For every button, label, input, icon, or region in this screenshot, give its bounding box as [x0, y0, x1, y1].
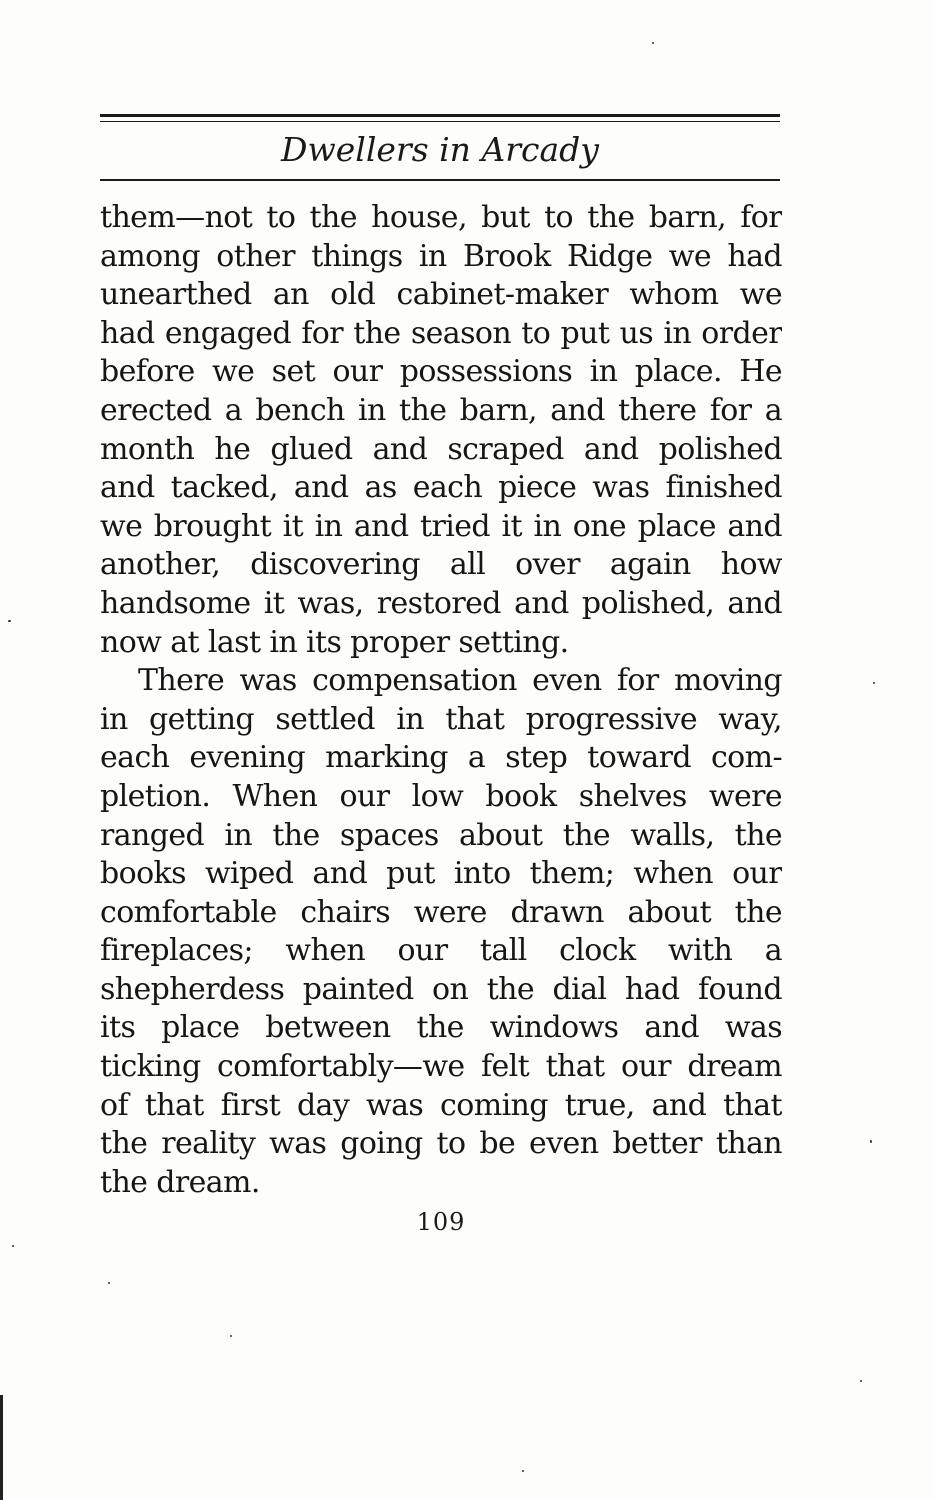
text-line: each evening marking a step toward com- [100, 740, 782, 776]
header-rule-bottom [100, 179, 780, 181]
scan-speck [230, 1335, 232, 1337]
scan-speck [870, 1140, 872, 1143]
text-line: now at last in its proper setting. [100, 624, 569, 660]
scan-speck [8, 620, 11, 622]
header-rule-thick [100, 114, 780, 117]
text-line: month he glued and scraped and polished [100, 431, 782, 467]
running-head: Dwellers in Arcady [281, 130, 599, 169]
text-line: ticking comfortably—we felt that our dream [100, 1049, 782, 1085]
text-line: had engaged for the season to put us in order [100, 315, 782, 351]
text-line: before we set our possessions in place. He [100, 354, 782, 390]
text-line: among other things in Brook Ridge we had [100, 238, 782, 274]
text-line: fireplaces; when our tall clock with a [100, 933, 782, 969]
text-line: There was compensation even for moving [138, 663, 782, 699]
scan-speck [108, 1282, 110, 1284]
text-line: the dream. [100, 1164, 260, 1200]
text-line: unearthed an old cabinet-maker whom we [100, 277, 782, 313]
paragraph-2 [100, 662, 782, 1202]
body-text [100, 199, 782, 1202]
text-line: its place between the windows and was [100, 1010, 782, 1046]
scan-edge-mark [0, 1395, 3, 1500]
text-line: we brought it in and tried it in one place and [100, 508, 782, 544]
text-line: comfortable chairs were drawn about the [100, 894, 782, 930]
scan-speck [522, 1470, 524, 1472]
text-line: books wiped and put into them; when our [100, 856, 782, 892]
text-line: the reality was going to be even better than [100, 1126, 782, 1162]
text-line: another, discovering all over again how [100, 547, 782, 583]
header-rule-thin [100, 121, 780, 122]
scan-speck [860, 1380, 862, 1382]
page-number: 109 [416, 1208, 466, 1236]
scan-speck [873, 682, 875, 684]
text-line: ranged in the spaces about the walls, the [100, 817, 782, 853]
text-line: of that first day was coming true, and that [100, 1087, 782, 1123]
text-line: erected a bench in the barn, and there for a [100, 392, 782, 428]
scan-speck [652, 42, 654, 44]
text-line: them—not to the house, but to the barn, for [100, 200, 782, 235]
text-line: and tacked, and as each piece was finished [100, 470, 782, 506]
text-line: handsome it was, restored and polished, and [100, 585, 782, 621]
text-line: shepherdess painted on the dial had found [100, 971, 782, 1007]
text-line: in getting settled in that progressive way, [100, 701, 782, 737]
scan-speck [12, 1245, 14, 1247]
text-line: pletion. When our low book shelves were [100, 778, 782, 814]
paragraph-1 [100, 199, 782, 662]
